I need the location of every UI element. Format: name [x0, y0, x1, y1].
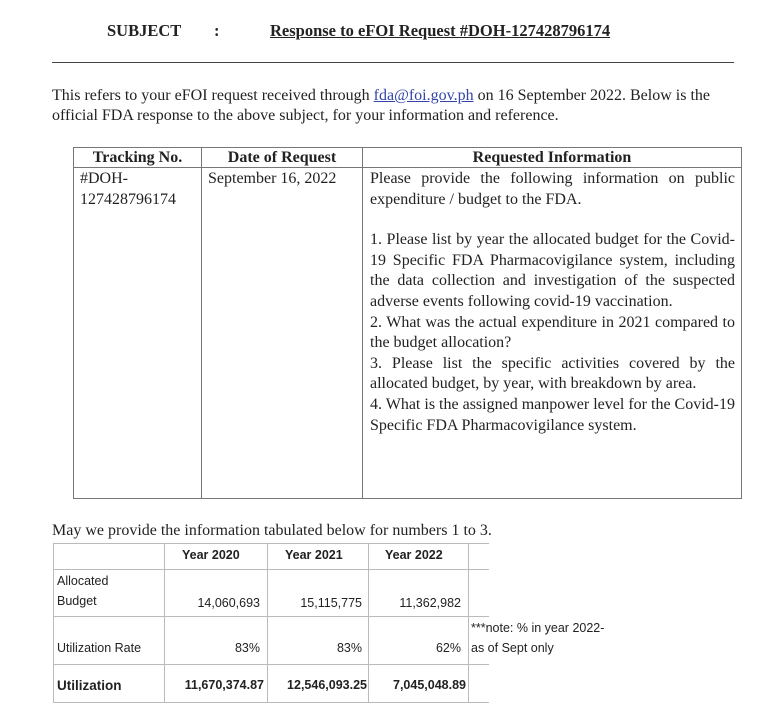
subject-line — [0, 21, 767, 43]
budget-table — [53, 543, 605, 703]
header-requested-information: Requested Information — [472, 149, 632, 166]
info-item-2: 2. What was the actual expenditure in 2021 compared to the budget allocation? — [370, 313, 735, 352]
tracking-no-cell — [80, 169, 198, 210]
year-2022-header: Year 2022 — [385, 548, 443, 562]
tracking-no-line1: #DOH- — [80, 170, 128, 187]
budget-caption: May we provide the information tabulated below for numbers 1 to 3. — [52, 522, 492, 539]
info-item-4: 4. What is the assigned manpower level for the Covid-19 Specific FDA Pharmacovigilance system. — [370, 395, 735, 434]
subject-label: SUBJECT — [107, 21, 182, 40]
info-item-3: 3. Please list the specific activities covered by the allocated budget, by year, with breakdown by area. — [370, 354, 735, 393]
allocated-2022: 11,362,982 — [399, 596, 461, 610]
utilization-rate-2020: 83% — [234, 641, 260, 655]
utilization-label: Utilization — [57, 678, 122, 693]
column-divider — [362, 148, 363, 498]
request-table — [73, 147, 742, 499]
email-link[interactable]: fda@foi.gov.ph — [373, 87, 474, 104]
utilization-2022: 7,045,048.89 — [393, 678, 466, 692]
year-2020-header: Year 2020 — [182, 548, 240, 562]
info-intro: Please provide the following information on public expenditure / budget to the FDA. — [370, 170, 735, 208]
subject-text: Response to eFOI Request #DOH-127428796174 — [270, 21, 611, 40]
header-divider — [74, 167, 741, 168]
utilization-2020: 11,670,374.87 — [184, 678, 264, 692]
requested-information-cell — [370, 169, 735, 436]
intro-paragraph — [52, 86, 742, 126]
allocated-2021: 15,115,775 — [300, 596, 362, 610]
intro-text-start: This refers to your eFOI request received through — [52, 87, 374, 104]
info-item-1: 1. Please list by year the allocated budget for the Covid-19 Specific FDA Pharmacovigilance system, including the data collection and investigation of the suspected adverse events following covid-19 vaccination. — [370, 231, 735, 310]
note-line1: ***note: % in year 2022- — [471, 621, 605, 635]
utilization-rate-2022: 62% — [435, 641, 461, 655]
request-date: September 16, 2022 — [208, 170, 337, 187]
date-cell — [208, 169, 360, 190]
allocated-label-line2: Budget — [57, 594, 97, 608]
utilization-rate-label: Utilization Rate — [57, 641, 142, 655]
divider — [52, 62, 734, 63]
utilization-rate-2021: 83% — [336, 641, 362, 655]
subject-colon: : — [214, 21, 220, 40]
column-divider — [201, 148, 202, 498]
intro-text-end: on 16 September 2022. Below is the official FDA response to the above subject, for your information and reference. — [52, 87, 710, 124]
header-tracking-no: Tracking No. — [92, 149, 183, 166]
note-line2: as of Sept only — [471, 641, 554, 655]
year-2021-header: Year 2021 — [285, 548, 343, 562]
allocated-label-line1: Allocated — [57, 574, 109, 588]
tracking-no-line2: 127428796174 — [80, 190, 176, 208]
allocated-2020: 14,060,693 — [197, 596, 260, 610]
header-date-of-request: Date of Request — [227, 149, 337, 166]
utilization-2021: 12,546,093.25 — [287, 678, 367, 692]
